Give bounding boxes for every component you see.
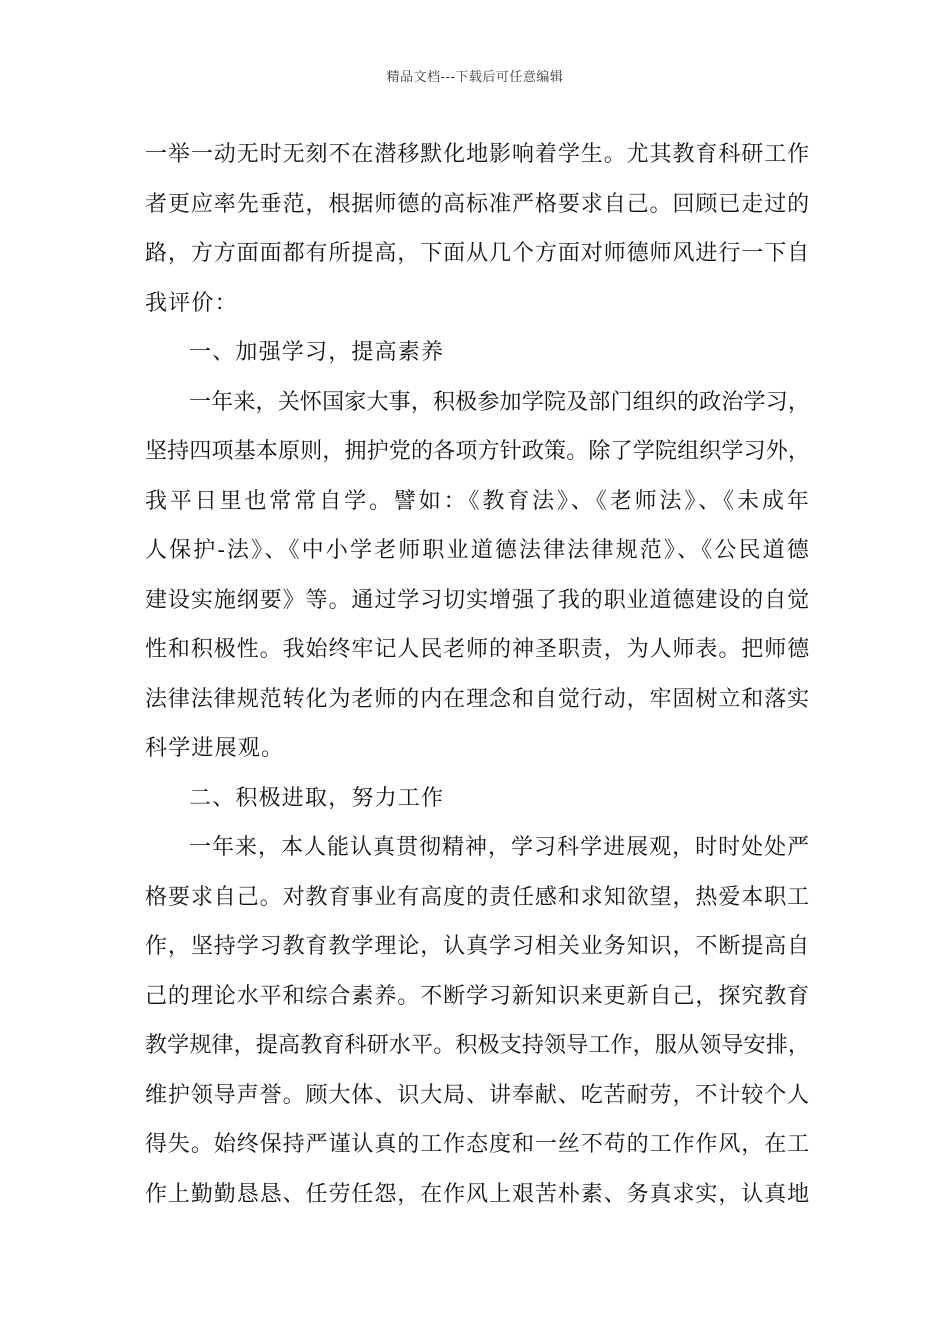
text-line: 得失。始终保持严谨认真的工作态度和一丝不苟的工作作风，在工 xyxy=(145,1132,810,1157)
section-heading: 一、加强学习，提高素养 xyxy=(189,340,445,365)
page-header: 精品文档---下载后可任意编辑 xyxy=(386,70,564,85)
text-line: 科学进展观。 xyxy=(145,736,285,761)
text-line: 人保护-法》、《中小学老师职业道德法律法律规范》、《公民道德 xyxy=(145,538,810,563)
text-line: 性和积极性。我始终牢记人民老师的神圣职责，为人师表。把师德 xyxy=(145,637,810,662)
text-line: 者更应率先垂范，根据师德的高标准严格要求自己。回顾已走过的 xyxy=(145,191,810,217)
text-line: 一年来，本人能认真贯彻精神，学习科学进展观，时时处处严 xyxy=(189,835,810,860)
text-line: 我平日里也常常自学。譬如：《教育法》、《老师法》、《未成年 xyxy=(145,488,810,514)
section-heading: 二、积极进取，努力工作 xyxy=(189,785,445,811)
text-line: 己的理论水平和综合素养。不断学习新知识来更新自己，探究教育 xyxy=(145,983,810,1009)
text-line: 法律法律规范转化为老师的内在理念和自觉行动，牢固树立和落实 xyxy=(145,686,810,712)
text-line: 建设实施纲要》等。通过学习切实增强了我的职业道德建设的自觉 xyxy=(145,587,810,613)
text-line: 路，方方面面都有所提高，下面从几个方面对师德师风进行一下自 xyxy=(145,241,810,266)
text-line: 格要求自己。对教育事业有高度的责任感和求知欲望，热爱本职工 xyxy=(145,884,810,910)
text-line: 作，坚持学习教育教学理论，认真学习相关业务知识，不断提高自 xyxy=(145,934,810,959)
text-line: 维护领导声誉。顾大体、识大局、讲奉献、吃苦耐劳，不计较个人 xyxy=(145,1082,810,1108)
text-line: 教学规律，提高教育科研水平。积极支持领导工作，服从领导安排， xyxy=(145,1033,810,1058)
text-line: 我评价： xyxy=(145,290,238,316)
text-line: 作上勤勤恳恳、任劳任怨，在作风上艰苦朴素、务真求实，认真地 xyxy=(145,1181,810,1207)
text-line: 一年来，关怀国家大事，积极参加学院及部门组织的政治学习， xyxy=(189,389,810,415)
text-line: 坚持四项基本原则，拥护党的各项方针政策。除了学院组织学习外， xyxy=(145,439,810,464)
text-line: 一举一动无时无刻不在潜移默化地影响着学生。尤其教育科研工作 xyxy=(145,142,810,167)
document-body xyxy=(145,130,810,1219)
